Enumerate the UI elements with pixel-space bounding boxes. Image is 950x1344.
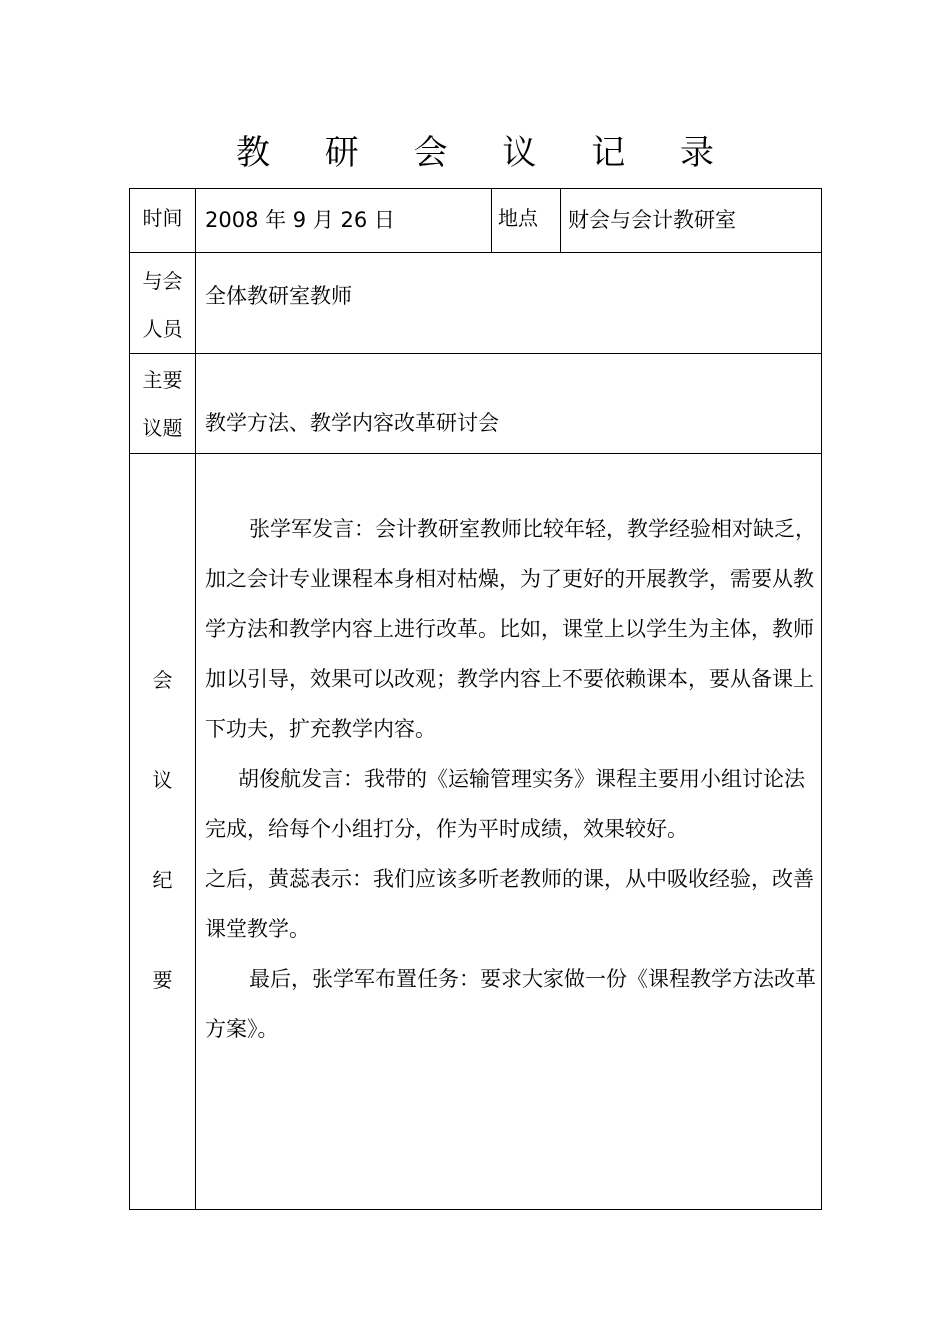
topic-value: 教学方法、教学内容改革研讨会 xyxy=(205,411,499,435)
time-value: 2008 年 9 月 26 日 xyxy=(205,208,395,232)
attendees-value-cell xyxy=(195,252,822,354)
topic-label-line2: 议题 xyxy=(142,416,183,440)
time-value-cell xyxy=(195,188,492,253)
place-value: 财会与会计教研室 xyxy=(568,208,736,232)
time-label-cell xyxy=(129,188,196,253)
place-label: 地点 xyxy=(498,206,538,230)
minutes-paragraph-1: 张学军发言：会计教研室教师比较年轻，教学经验相对缺乏，加之会计专业课程本身相对枯燥，为了更好的开展教学，需要从教学方法和教学内容上进行改革。比如，课堂上以学生为主体，教师加以引导，效果可以改观；教学内容上不要依赖课本，要从备课上下功夫，扩充教学内容。 xyxy=(205,517,816,741)
minutes-paragraph-4: 最后，张学军布置任务：要求大家做一份《课程教学方法改革方案》。 xyxy=(205,967,816,1041)
minutes-text xyxy=(205,504,817,1054)
topic-label-cell xyxy=(129,353,196,454)
place-value-cell xyxy=(560,188,822,253)
attendees-label-cell xyxy=(129,252,196,354)
time-label: 时间 xyxy=(142,206,183,230)
attendees-label-line2: 人员 xyxy=(142,317,183,341)
minutes-label-cell xyxy=(129,453,196,1210)
attendees-label-line1: 与会 xyxy=(142,269,183,293)
minutes-label-char-1: 会 xyxy=(152,668,173,692)
minutes-label-char-4: 要 xyxy=(152,968,173,992)
minutes-table xyxy=(129,188,822,1210)
minutes-label-char-3: 纪 xyxy=(152,868,173,892)
topic-value-cell xyxy=(195,353,822,454)
minutes-paragraph-3: 之后，黄蕊表示：我们应该多听老教师的课，从中吸收经验，改善课堂教学。 xyxy=(205,867,814,941)
attendees-value: 全体教研室教师 xyxy=(205,284,352,308)
minutes-label-char-2: 议 xyxy=(152,768,173,792)
topic-label-line1: 主要 xyxy=(142,368,183,392)
document-title: 教 研 会 议 记 录 xyxy=(235,133,737,173)
place-label-cell xyxy=(491,188,561,253)
minutes-paragraph-2: 胡俊航发言：我带的《运输管理实务》课程主要用小组讨论法完成，给每个小组打分，作为平时成绩，效果较好。 xyxy=(205,767,805,841)
